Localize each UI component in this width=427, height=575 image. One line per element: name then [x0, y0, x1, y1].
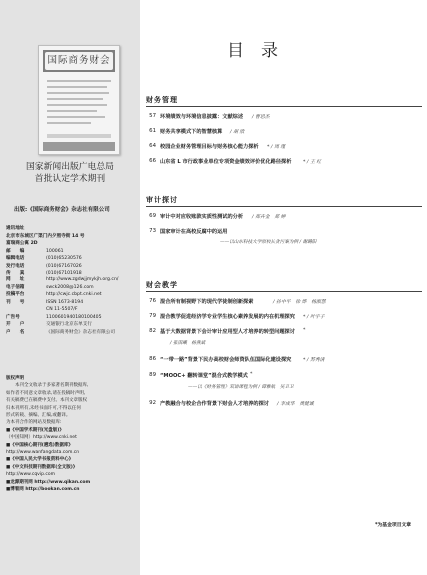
article-author: *	[303, 328, 306, 333]
section-divider	[146, 206, 422, 207]
info-row	[6, 225, 138, 233]
info-value: swck2008@126.com	[46, 284, 94, 290]
info-value: (010)67101918	[46, 271, 82, 276]
info-row	[6, 263, 138, 271]
page-number: 89	[149, 372, 156, 378]
info-label: 传 真	[6, 271, 25, 276]
table-of-contents	[140, 0, 427, 575]
info-label: 刊 号	[6, 299, 25, 305]
info-row	[6, 314, 138, 322]
info-label: 富瑞商公寓 2D	[6, 241, 38, 246]
article-author: / 张雨曦 杨燕斌	[170, 341, 206, 346]
fund-footnote: *为基金项目文章	[375, 523, 412, 528]
database-item: ■《中国人民大学书报资料中心》	[6, 457, 74, 463]
page-number: 82	[149, 328, 156, 334]
article-author: / 曹思杰	[252, 115, 270, 120]
article-title: 国家审计在高校反腐中的运用	[160, 229, 228, 235]
copyright-line: 归本刊所有,未经书面许可,不得以任何	[6, 405, 81, 411]
contact-info	[6, 225, 138, 278]
article-author: / 郑卉金 郑 婷	[252, 215, 286, 220]
page-number: 66	[149, 158, 156, 164]
article-author: / 胡 欣	[230, 130, 245, 135]
copyright-line: 本刊全文收录于多家著名期刊数据库,	[6, 383, 89, 389]
info-value: 1100601940180100405	[46, 314, 102, 320]
cover-text-line	[47, 110, 97, 112]
database-item: ■《中文科技期刊数据库(全文版)》	[6, 464, 78, 470]
info-value: 100061	[46, 248, 64, 254]
info-label: 发行电话	[6, 263, 25, 269]
info-row	[6, 248, 138, 256]
info-row	[6, 299, 138, 307]
database-item: ■《中国学术期刊(光盘版)》	[6, 427, 64, 433]
article-author: * / 周 瑾	[267, 145, 286, 150]
article-title: 混合教学促进经济学专业学生核心素养发展的内在机理探究	[160, 314, 295, 320]
database-item: ■龙源期刊网 http://www.qikan.com	[6, 479, 91, 485]
page-number: 64	[149, 143, 156, 149]
copyright-heading: 版权声明	[6, 376, 24, 381]
article-title: 山东省 L 市行政事业单位专项资金绩效评价优化路径探析	[160, 159, 292, 165]
article-title: “一带一路”背景下民办高校财会师资队伍国际化建设探究	[160, 357, 292, 363]
journal-cover-image	[38, 45, 120, 155]
section-title: 财会教学	[146, 281, 178, 289]
info-value: (010)65230576	[46, 256, 82, 261]
info-row	[6, 329, 138, 337]
cover-stripe	[47, 134, 111, 138]
copyright-line: 有关稿费已在稿费中支付。本刊文章版权	[6, 398, 87, 404]
sidebar	[0, 0, 140, 575]
article-title: 财务共享模式下的智慧核算	[160, 129, 223, 135]
database-item: ■《中国核心期刊(遴选)数据库》	[6, 442, 73, 448]
copyright-line: 为本刊合作的网站及数据库:	[6, 420, 62, 426]
info-row	[6, 233, 138, 241]
cover-text-line	[47, 98, 103, 100]
database-url: http://www.cqvip.com	[6, 472, 55, 478]
publisher-line: 出版:《国际商务财会》杂志社有限公司	[14, 207, 110, 213]
copyright-line: 如作者不同意文章收录,请在投稿时声明,	[6, 390, 86, 396]
cover-footer-band	[43, 142, 115, 151]
cover-title: 国际商务财会	[45, 52, 113, 70]
article-subtitle: ——以山东科技大学原校长贪污案为例 / 谢璐阳	[220, 240, 317, 245]
cover-text-line	[47, 86, 107, 88]
authority-statement	[8, 161, 132, 185]
database-url: （中国知网）http://www.cnki.net	[6, 435, 77, 441]
info-value: (010)67167026	[46, 263, 82, 269]
page-number: 69	[149, 213, 156, 219]
authority-line: 首批认定学术期刊	[34, 174, 106, 184]
info-label: 网 址	[6, 277, 25, 282]
info-label: 开 户	[6, 322, 25, 327]
info-value: 交通银行北京东单支行	[46, 322, 92, 327]
info-value: 《国际商务财会》杂志社有限公司	[46, 329, 115, 335]
copyright-line: 形式转载、摘编、汇编,或翻译。	[6, 413, 71, 419]
page-number: 76	[149, 298, 156, 304]
article-title: 环境绩效与环境信息披露：文献综述	[160, 114, 244, 120]
section-title: 财务管理	[146, 96, 178, 104]
authority-line: 国家新闻出版广电总局	[26, 162, 114, 172]
article-title: 混合所有制视野下的现代学徒制创新探索	[160, 299, 254, 305]
info-label: 投稿平台	[6, 292, 25, 297]
article-author: * / 王 红	[303, 160, 322, 165]
page-number: 61	[149, 128, 156, 134]
info-row	[6, 284, 138, 292]
copyright-notice	[6, 375, 132, 494]
info-label: 编辑电话	[6, 256, 25, 261]
database-item: ■博看网 http://bookan.com.cn	[6, 487, 80, 493]
article-author: * / 苏秀清	[303, 358, 325, 363]
article-author: *	[250, 372, 253, 377]
publication-info	[6, 276, 138, 336]
info-value: http://www.zgdwjjmykjh.org.cn/	[46, 277, 119, 282]
info-row	[6, 276, 138, 284]
info-label: 电子信箱	[6, 284, 25, 290]
info-value: http://cwjc.cbpt.cnki.net	[46, 292, 102, 297]
info-row	[6, 240, 138, 248]
cover-text-line	[47, 80, 111, 82]
cover-text-line	[47, 92, 109, 94]
article-title: 审计中对应收账款实质性测试的分析	[160, 214, 244, 220]
cover-text-line	[47, 116, 105, 118]
info-value: CN 11-5507/F	[46, 307, 78, 312]
info-label: 户 名	[6, 329, 25, 335]
cover-text-line	[47, 104, 107, 106]
page-number: 73	[149, 228, 156, 234]
info-label: 邮 编	[6, 248, 25, 254]
info-label: 北京市东城区广渠门内夕照寺街 14 号	[6, 233, 85, 239]
page-number: 57	[149, 113, 156, 119]
info-value: ISSN 1673-8194	[46, 299, 84, 305]
article-author: / 李成华 黄健诚	[277, 402, 314, 407]
page-number: 79	[149, 313, 156, 319]
info-row	[6, 306, 138, 314]
article-author: * / 叶宇子	[303, 315, 325, 320]
page-number: 92	[149, 400, 156, 406]
info-label: 通讯地址	[6, 226, 25, 231]
article-title: 产教融合与校企合作背景下财会人才培养的探讨	[160, 401, 269, 407]
article-title: “MOOC+ 翻转课堂”混合式教学模式	[160, 373, 248, 379]
article-title: 校园企业财务管理目标与财务核心能力探析	[160, 144, 259, 150]
section-title: 审计探讨	[146, 196, 178, 204]
toc-title: 目录	[227, 41, 295, 61]
article-subtitle: ——以《财务管理》双语课程为例 / 谭雅航 吴卫卫	[188, 385, 294, 390]
info-row	[6, 255, 138, 263]
cover-text-line	[47, 122, 91, 124]
article-title: 基于大数据背景下会计审计应用型人才培养的转型问题探讨	[160, 329, 295, 335]
info-row	[6, 321, 138, 329]
info-label: 广告号	[6, 314, 20, 320]
page-number: 86	[149, 356, 156, 362]
section-divider	[146, 291, 422, 292]
info-row	[6, 291, 138, 299]
database-url: http://www.wanfangdata.com.cn	[6, 450, 80, 456]
section-divider	[146, 106, 422, 107]
article-author: / 孙中平 徐 烨 杨淑慧	[273, 300, 326, 305]
